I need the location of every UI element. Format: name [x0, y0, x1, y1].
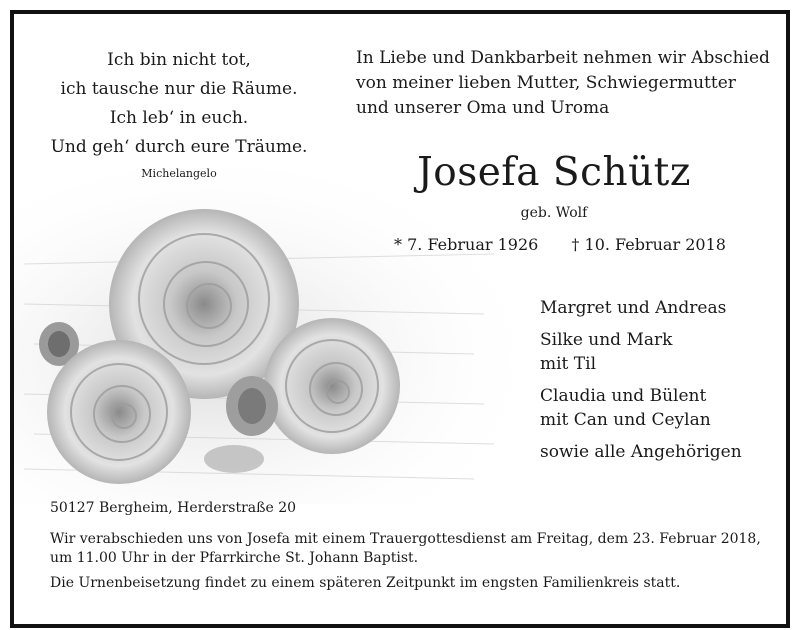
intro-line: In Liebe und Dankbarbeit nehmen wir Abschied [356, 48, 770, 68]
poem-line: Ich bin nicht tot, [107, 50, 251, 70]
poem-line: Ich leb‘ in euch. [109, 108, 249, 128]
burial-info: Die Urnenbeisetzung findet zu einem späteren Zeitpunkt im engsten Familienkreis statt. [50, 575, 681, 591]
mourner-line: Silke und Mark [540, 330, 673, 350]
intro-line: und unserer Oma und Uroma [356, 98, 610, 118]
deceased-name: Josefa Schütz [417, 150, 691, 195]
mourner-line: mit Can und Ceylan [540, 410, 711, 430]
intro-text [356, 46, 776, 121]
death-date: † 10. Februar 2018 [571, 235, 726, 254]
birth-name: geb. Wolf [520, 205, 588, 221]
service-info [50, 530, 786, 568]
mourner-line: mit Til [540, 354, 597, 374]
address: 50127 Bergheim, Herderstraße 20 [50, 500, 297, 516]
intro-line: von meiner lieben Mutter, Schwiegermutter [356, 73, 736, 93]
mourner-line: Claudia und Bülent [540, 386, 707, 406]
mourner-line: Margret und Andreas [540, 298, 727, 318]
service-line: Wir verabschieden uns von Josefa mit einem Trauergottesdienst am Freitag, dem 23. Februar 2018, [50, 531, 761, 547]
poem-author: Michelangelo [141, 167, 217, 180]
poem-line: ich tausche nur die Räume. [60, 79, 298, 99]
poem [34, 46, 324, 162]
life-dates [394, 235, 726, 254]
obituary-frame [10, 10, 790, 628]
poem-line: Und geh‘ durch eure Träume. [50, 137, 308, 157]
mourners-list [540, 296, 742, 464]
mourner-line: sowie alle Angehörigen [540, 442, 742, 462]
service-line: um 11.00 Uhr in der Pfarrkirche St. Johann Baptist. [50, 550, 419, 566]
birth-date: * 7. Februar 1926 [394, 235, 539, 254]
